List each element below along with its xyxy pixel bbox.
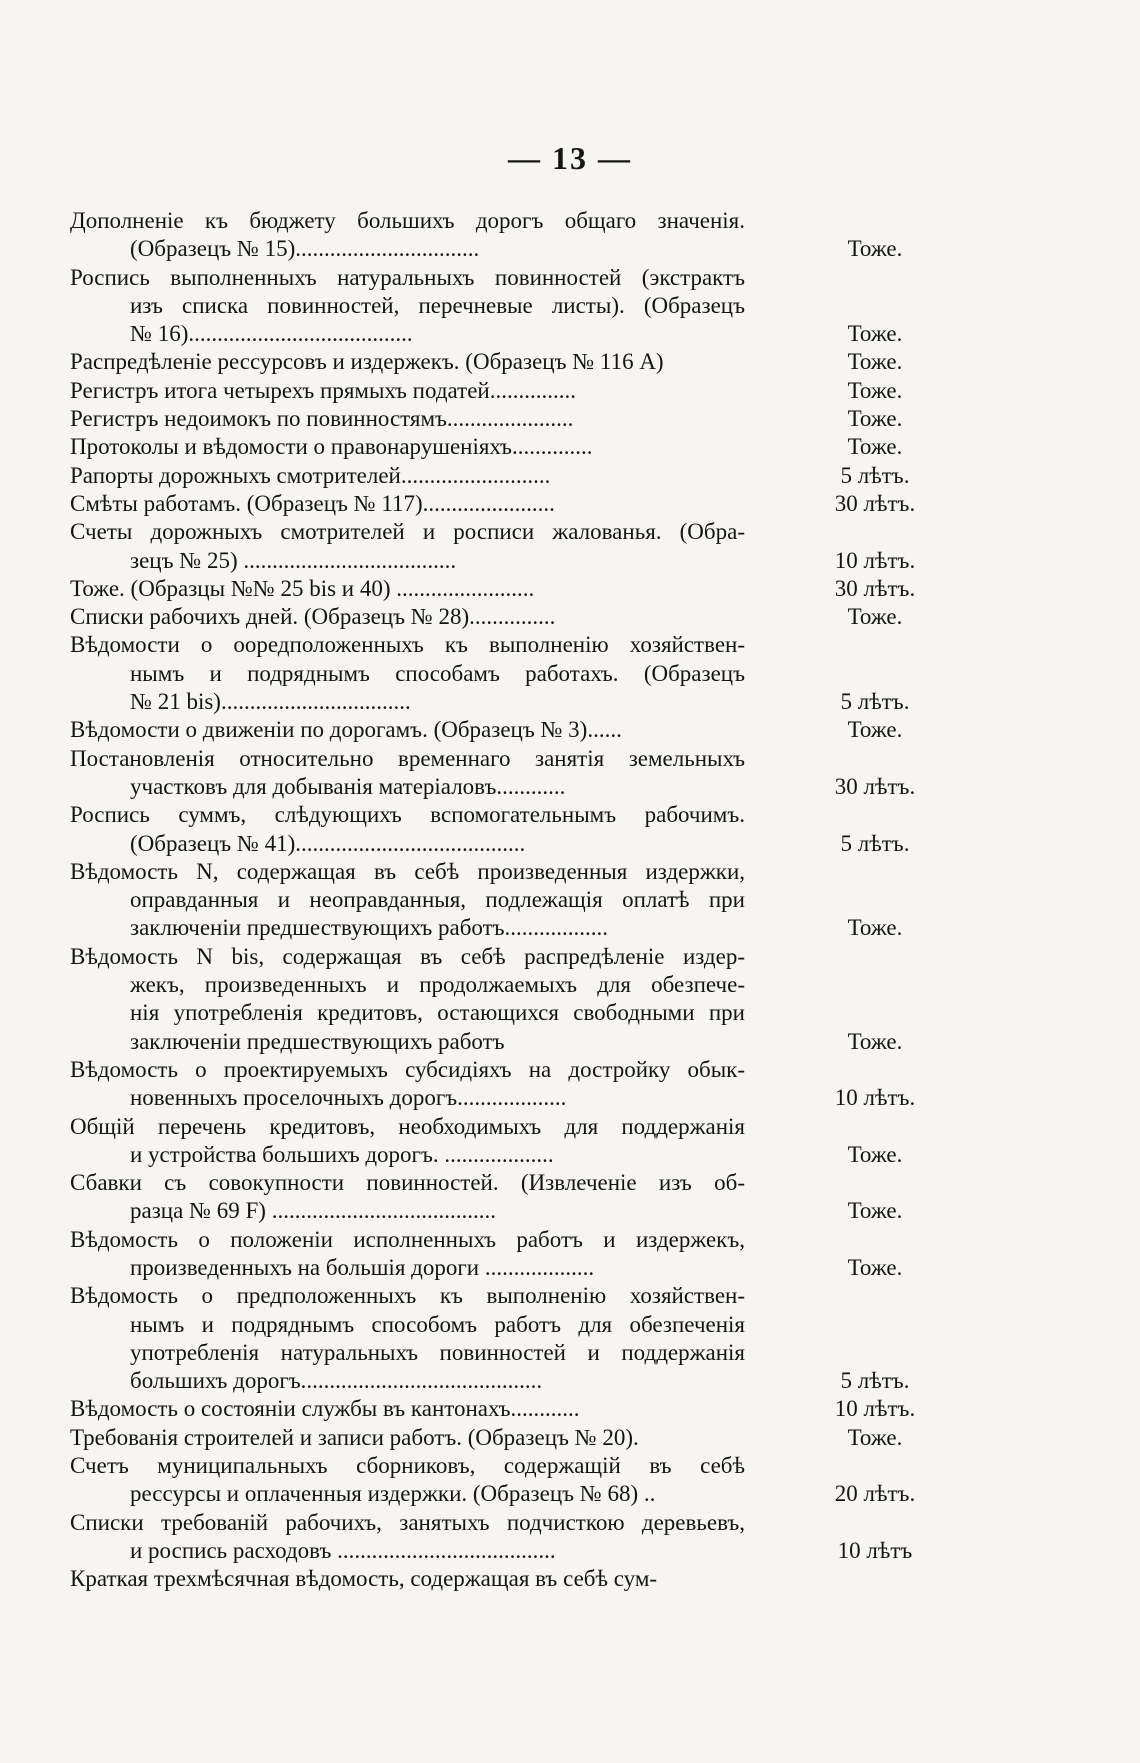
retention-period: 30 лѣтъ.: [834, 773, 916, 799]
list-item: [0, 405, 903, 433]
entry-text-line: Краткая трехмѣсячная вѣдомость, содержащая въ себѣ сум-: [70, 1566, 658, 1592]
entry-text-line: Постановленія относительно временнаго занятія земельныхъ: [70, 745, 745, 771]
entry-text-line: рессурсы и оплаченныя издержки. (Образецъ № 68) ..: [130, 1481, 656, 1507]
list-item: [0, 1452, 916, 1509]
list-item: [0, 1282, 910, 1395]
list-item: [0, 1169, 903, 1226]
entry-text-line: разца № 69 F) .......................................: [130, 1198, 496, 1224]
retention-period: Тоже.: [847, 1254, 903, 1280]
list-item: [0, 801, 910, 858]
entry-text-line: участковъ для добыванія матеріаловъ............: [130, 773, 566, 799]
entry-text-line: нія употребленія кредитовъ, остающихся свободными при: [130, 1000, 745, 1026]
list-item: [0, 1395, 916, 1423]
list-item: [0, 1113, 903, 1170]
list-item: [0, 207, 903, 264]
list-item: [0, 858, 903, 943]
entry-text-line: Вѣдомости о ооредположенныхъ къ выполненію хозяйствен-: [70, 632, 745, 658]
entry-text-line: жекъ, произведенныхъ и продолжаемыхъ для обезпече-: [130, 972, 745, 998]
entry-text-line: новенныхъ проселочныхъ дорогъ...................: [130, 1085, 567, 1111]
entry-text-line: заключеніи предшествующихъ работъ..................: [130, 915, 609, 941]
entry-text-line: Требованія строителей и записи работъ. (Образецъ № 20).: [70, 1424, 639, 1450]
entry-text-line: Вѣдомость N bis, содержащая въ себѣ распредѣленіе издер-: [70, 943, 745, 969]
entry-text-line: Вѣдомость о предположенныхъ къ выполненію хозяйствен-: [70, 1283, 745, 1309]
entry-text-line: Распредѣленіе рессурсовъ и издержекъ. (Образецъ № 116 А): [70, 349, 664, 375]
entry-text-line: Протоколы и вѣдомости о правонарушеніяхъ..............: [70, 434, 593, 460]
retention-period: 30 лѣтъ.: [834, 575, 916, 601]
entry-text-line: Роспись суммъ, слѣдующихъ вспомогательнымъ рабочимъ.: [70, 802, 745, 828]
retention-period: 5 лѣтъ.: [840, 1368, 910, 1394]
entry-text-line: Списки рабочихъ дней. (Образецъ № 28)...............: [70, 604, 556, 630]
entry-text-line: Вѣдомость о состояніи службы въ кантонахъ............: [70, 1396, 580, 1422]
entry-text-line: Вѣдомости о движеніи по дорогамъ. (Образецъ № 3)......: [70, 717, 622, 743]
list-item: [0, 490, 916, 518]
list-item: [0, 433, 903, 461]
entry-text-line: Общій перечень кредитовъ, необходимыхъ для поддержанія: [70, 1113, 745, 1139]
retention-period: 10 лѣтъ: [837, 1537, 913, 1563]
retention-period: Тоже.: [847, 1198, 903, 1224]
retention-period: 10 лѣтъ.: [834, 547, 916, 573]
entry-text-line: Вѣдомость о положеніи исполненныхъ работъ и издержекъ,: [70, 1226, 745, 1252]
retention-period: Тоже.: [847, 434, 903, 460]
list-item: [0, 518, 916, 575]
retention-period: 5 лѣтъ.: [840, 830, 910, 856]
entry-text-line: Счеты дорожныхъ смотрителей и росписи жалованья. (Обра-: [70, 519, 745, 545]
entry-text-line: заключеніи предшествующихъ работъ: [130, 1028, 505, 1054]
entry-text-line: большихъ дорогъ..........................................: [130, 1368, 543, 1394]
entry-text-line: оправданныя и неоправданныя, подлежащія оплатѣ при: [130, 887, 745, 913]
entry-list: [0, 207, 916, 1594]
list-item: [0, 462, 910, 490]
page-number: — 13 —: [508, 140, 632, 176]
list-item: [0, 603, 903, 631]
entry-text-line: Вѣдомость о проектируемыхъ субсидіяхъ на достройку обык-: [70, 1056, 745, 1082]
list-item: [0, 377, 903, 405]
entry-text-line: и роспись расходовъ ......................................: [130, 1537, 556, 1563]
retention-period: Тоже.: [847, 717, 903, 743]
entry-text-line: нымъ и подряднымъ способамъ работахъ. (Образецъ: [130, 660, 745, 686]
retention-period: Тоже.: [847, 321, 903, 347]
list-item: [0, 631, 910, 716]
entry-text-line: Дополненіе къ бюджету большихъ дорогъ общаго значенія.: [70, 208, 745, 233]
retention-period: 5 лѣтъ.: [840, 689, 910, 715]
entry-text-line: зецъ № 25) .....................................: [130, 547, 457, 573]
retention-period: Тоже.: [847, 377, 903, 403]
entry-text-line: Регистръ итога четырехъ прямыхъ податей...............: [70, 377, 576, 403]
retention-period: 30 лѣтъ.: [834, 490, 916, 516]
entry-text-line: употребленія натуральныхъ повинностей и поддержанія: [130, 1339, 745, 1365]
list-item: [0, 264, 903, 349]
entry-text-line: (Образецъ № 41)........................................: [130, 830, 526, 856]
entry-text-line: и устройства большихъ дорогъ. ...................: [130, 1141, 554, 1167]
list-item: [0, 943, 903, 1056]
list-item: [0, 1509, 913, 1566]
list-item: [0, 348, 903, 376]
retention-period: Тоже.: [847, 406, 903, 432]
list-item: [0, 1424, 903, 1452]
retention-period: 10 лѣтъ.: [834, 1396, 916, 1422]
list-item: [0, 1226, 903, 1283]
retention-period: Тоже.: [847, 1424, 903, 1450]
entry-text-line: Счетъ муниципальныхъ сборниковъ, содержащій въ себѣ: [70, 1453, 745, 1479]
retention-period: 5 лѣтъ.: [840, 462, 910, 488]
entry-text-line: № 16).......................................: [130, 321, 413, 347]
retention-period: Тоже.: [847, 349, 903, 375]
entry-text-line: нымъ и подряднымъ способомъ работъ для обезпеченія: [130, 1311, 745, 1337]
entry-text-line: произведенныхъ на большія дороги ...................: [130, 1254, 595, 1280]
list-item: [0, 716, 903, 744]
entry-text-line: изъ списка повинностей, перечневые листы). (Образецъ: [130, 292, 745, 318]
retention-period: 10 лѣтъ.: [834, 1085, 916, 1111]
list-item: [0, 745, 916, 802]
retention-period: 20 лѣтъ.: [834, 1481, 916, 1507]
entry-text-line: Регистръ недоимокъ по повинностямъ......................: [70, 406, 574, 432]
list-item: [0, 1565, 745, 1593]
entry-text-line: Сбавки съ совокупности повинностей. (Извлеченіе изъ об-: [70, 1170, 745, 1196]
retention-period: Тоже.: [847, 915, 903, 941]
entry-text-line: Вѣдомость N, содержащая въ себѣ произведенныя издержки,: [70, 858, 745, 884]
entry-text-line: Рапорты дорожныхъ смотрителей..........................: [70, 462, 551, 488]
entry-text-line: № 21 bis).................................: [130, 689, 411, 715]
retention-period: Тоже.: [847, 1028, 903, 1054]
entry-text-line: Смѣты работамъ. (Образецъ № 117).......................: [70, 490, 555, 516]
retention-period: Тоже.: [847, 604, 903, 630]
entry-text-line: (Образецъ № 15)................................: [130, 236, 480, 262]
entry-text-line: Тоже. (Образцы №№ 25 bis и 40) ........................: [70, 575, 535, 601]
list-item: [0, 575, 916, 603]
retention-period: Тоже.: [847, 1141, 903, 1167]
retention-period: Тоже.: [847, 236, 903, 262]
entry-text-line: Роспись выполненныхъ натуральныхъ повинностей (экстрактъ: [70, 264, 745, 290]
entry-text-line: Списки требованій рабочихъ, занятыхъ подчисткою деревьевъ,: [70, 1509, 745, 1535]
list-item: [0, 1056, 916, 1113]
